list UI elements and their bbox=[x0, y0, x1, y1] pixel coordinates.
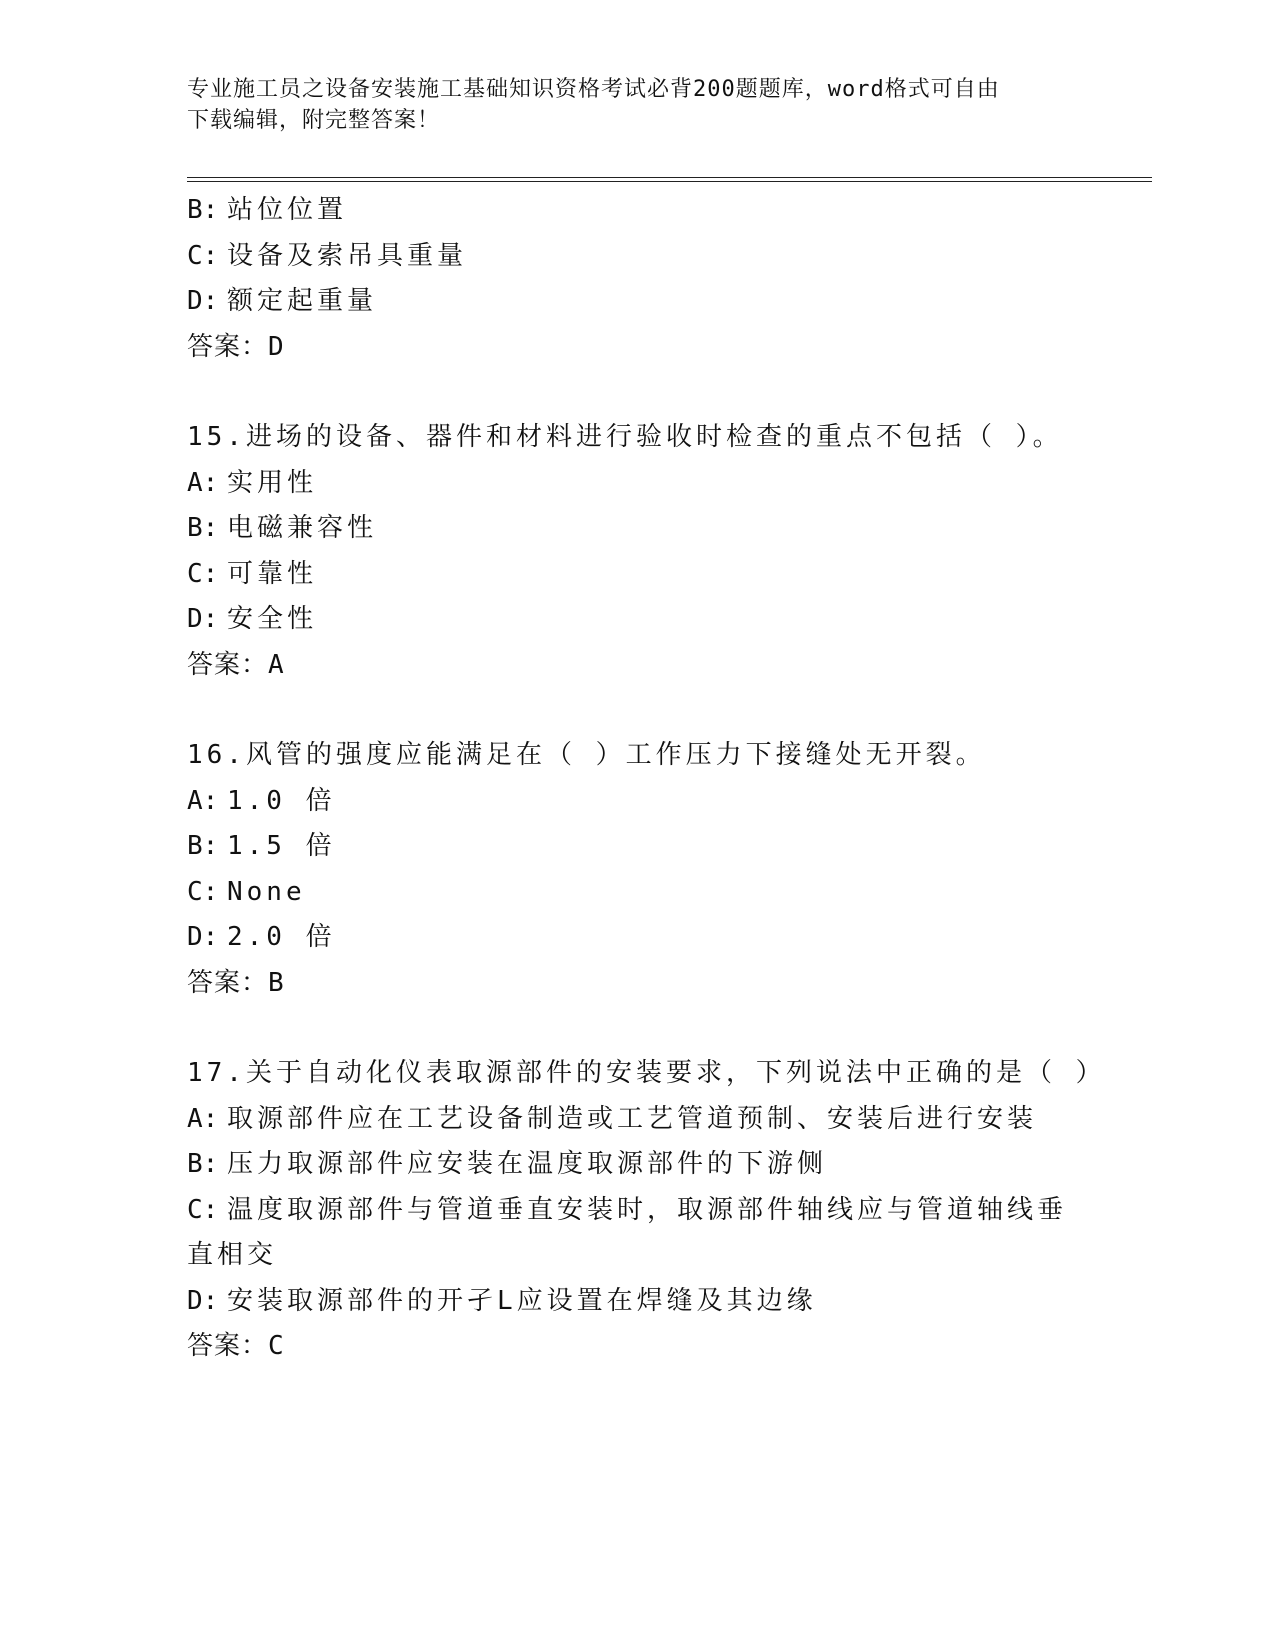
option-c: C: None bbox=[187, 876, 306, 907]
header-divider bbox=[187, 177, 1152, 182]
option-c: C: 可靠性 bbox=[187, 558, 318, 589]
option-a: A: 实用性 bbox=[187, 467, 318, 498]
option-a: A: 1.0 倍 bbox=[187, 785, 336, 816]
option-b: B: 电磁兼容性 bbox=[187, 513, 378, 543]
question-16 bbox=[187, 733, 1087, 1006]
option-c: C: 设备及索吊具重量 bbox=[187, 240, 468, 271]
question-list bbox=[187, 188, 1106, 1370]
header-title-line-2: 下载编辑，附完整答案！ bbox=[187, 108, 441, 133]
option-b: B: 站位位置 bbox=[187, 195, 348, 225]
option-b: B: 压力取源部件应安装在温度取源部件的下游侧 bbox=[187, 1149, 828, 1179]
answer: 答案：C bbox=[187, 1331, 285, 1361]
question-15 bbox=[187, 415, 1087, 688]
option-a: A: 取源部件应在工艺设备制造或工艺管道预制、安装后进行安装 bbox=[187, 1103, 1038, 1134]
answer: 答案：B bbox=[187, 967, 285, 998]
header-title-line-1: 专业施工员之设备安装施工基础知识资格考试必背200题题库，word格式可自由 bbox=[187, 77, 1000, 102]
question-17 bbox=[187, 1051, 1106, 1370]
option-b: B: 1.5 倍 bbox=[187, 831, 336, 861]
option-d: D: 2.0 倍 bbox=[187, 922, 336, 952]
option-d: D: 安全性 bbox=[187, 604, 318, 634]
spacer bbox=[187, 370, 1087, 415]
option-c: C: 温度取源部件与管道垂直安装时，取源部件轴线应与管道轴线垂直相交 bbox=[187, 1194, 1068, 1270]
answer: 答案：A bbox=[187, 649, 285, 680]
carryover-question bbox=[187, 188, 1087, 370]
option-d: D: 安装取源部件的开孑L应设置在焊缝及其边缘 bbox=[187, 1285, 817, 1316]
spacer bbox=[187, 688, 1087, 733]
question-stem: 17.关于自动化仪表取源部件的安装要求，下列说法中正确的是（ ） bbox=[187, 1058, 1106, 1088]
option-d: D: 额定起重量 bbox=[187, 286, 378, 316]
document-header bbox=[187, 74, 1067, 136]
answer: 答案：D bbox=[187, 331, 285, 362]
question-stem: 15.进场的设备、器件和材料进行验收时检查的重点不包括（ ）。 bbox=[187, 422, 1063, 452]
spacer bbox=[187, 1006, 1087, 1051]
question-stem: 16.风管的强度应能满足在（ ）工作压力下接缝处无开裂。 bbox=[187, 740, 986, 770]
